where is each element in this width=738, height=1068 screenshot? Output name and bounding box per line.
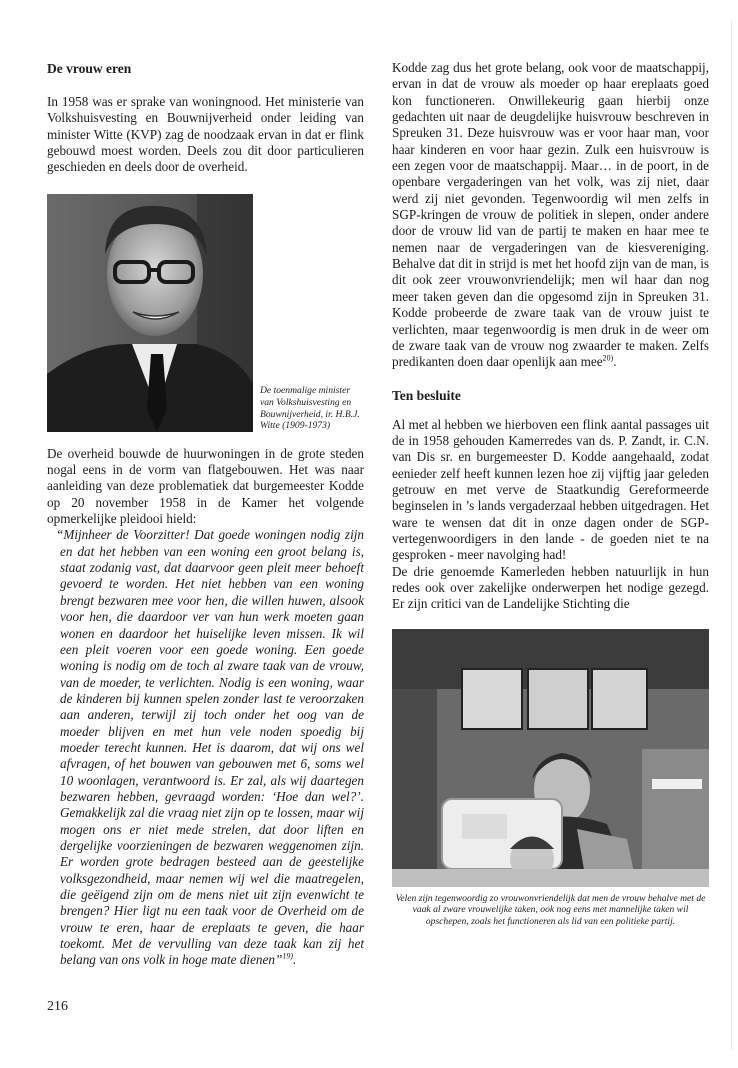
minister-photo-caption: De toenmalige minister van Volkshuisvesting en Bouwnijverheid, ir. H.B.J. Witte (1909-1973) — [260, 385, 360, 432]
footnote-marker-20: 20) — [602, 353, 614, 363]
left-column — [47, 60, 364, 969]
footnote-marker-19: 19) — [282, 951, 293, 961]
kodde-analysis-text: Kodde zag dus het grote belang, ook voor de maatschappij, ervan in dat de vrouw als moeder op haar ereplaats goed kon functioneren. Onwillekeurig gaan hierbij onze gedachten uit naar de deugdelijke huisvrouw beschreven in Spreuken 31. Deze huisvrouw was er voor haar man, voor haar kinderen en voor haar gezin. Zulk een huisvrouw is een zegen voor de maatschappij. Maar… in de poort, in de openbare vergaderingen van het volk, was zij niet, daar werd zij niet gevonden. Tegenwoordig wil men zelfs in SGP-kringen de vrouw de politiek in slepen, onder andere door de vrouw lid van de partij te maken en haar mee te nemen naar de vergaderingen van de kiesvereniging. Behalve dat dit in strijd is met het hoofd zijn van de man, is dit ook zeer vrouwonvriendelijk; men wil haar dan nog meer taken geven dan die opgesomd zijn in Spreuken 31. Kodde probeerde de zware taak van de vrouw juist te verlichten, maar tegenwoordig is men druk in de weer om de zware taak van de vrouw nog zwaarder te maken. Zelfs predikanten doen daar openlijk aan mee — [392, 60, 709, 370]
kodde-analysis-paragraph — [392, 60, 709, 371]
page-edge-line — [731, 20, 732, 1050]
body-paragraph: De overheid bouwde de huurwoningen in de grote steden nogal eens in de vorm van flatgebouwen. Het was naar aanleiding van deze problematiek dat burgemeester Kodde op 20 november 1958 in de Kamer het volgende opmerkelijke pleidooi hield: — [47, 445, 364, 527]
classroom-photo-caption: Velen zijn tegenwoordig zo vrouwonvriendelijk dat men de vrouw behalve met de vaak al zware vrouwelijke taken, ook nog eens met mannelijke taken wil opschepen, zoals het functioneren als lid van een politieke partij. — [395, 892, 706, 928]
intro-paragraph: In 1958 was er sprake van woningnood. Het ministerie van Volkshuisvesting en Bouwnijverheid onder leiding van minister Witte (KVP) zag de noodzaak ervan in dat er flink gebouwd moest worden. Deels zou dit door particulieren geschieden en deels door de overheid. — [47, 94, 364, 175]
section-heading-de-vrouw-eren: De vrouw eren — [47, 61, 132, 76]
minister-portrait-photo — [47, 194, 253, 432]
page-number: 216 — [47, 999, 68, 1014]
kodde-quote — [47, 527, 364, 968]
critics-paragraph: De drie genoemde Kamerleden hebben natuurlijk in hun redes ook over zakelijke onderwerpen het nodige gezegd. Er zijn critici van de Landelijke Stichting die — [392, 563, 709, 612]
minister-photo-figure — [47, 194, 364, 432]
kodde-analysis-end: . — [613, 354, 617, 370]
classroom-photo — [392, 629, 709, 887]
section-heading-ten-besluite: Ten besluite — [392, 387, 461, 403]
right-column — [392, 60, 709, 928]
kodde-quote-end: . — [292, 952, 297, 968]
conclusion-paragraph: Al met al hebben we hierboven een flink aantal passages uit de in 1958 gehouden Kamerredes van ds. P. Zandt, ir. C.N. van Dis sr. en burgemeester D. Kodde aangehaald, zodat eenieder zelf heeft kunnen lezen hoe zij vijftig jaar geleden getrouw en met verve de Staatkundig Gereformeerde beginselen in ’s lands vergaderzaal hebben uitgedragen. Het ware te wensen dat dit in onze dagen onder de SGP-vertegenwoordigers in den lande - de goeden niet te na gesproken - meer navolging had! — [392, 416, 709, 563]
kodde-quote-text: “Mijnheer de Voorzitter! Dat goede woningen nodig zijn en dat het hebben van een woning een groot belang is, staat zodanig vast, dat daarvoor geen pleit meer behoeft gevoerd te worden. Het niet hebben van een woning brengt bezwaren mee voor hen, die willen huwen, alsook voor hen, die daardoor ver van hun werk moeten gaan wonen en daardoor het huiselijke leven missen. Ik wil een pleit voeren voor een goede woning. Een goede woning is nodig om de toch al zware taak van de vrouw, van de moeder, te verlichten. Nodig is een woning, waar de kinderen bij kunnen spelen zonder last te veroorzaken aan anderen, terwijl zij toch onder het oog van de moeder blijven en met hun vele noden spoedig bij moeder terecht kunnen. Het is daarom, dat wij ons wel afvragen, of het bouwen van gebouwen met 6, soms wel 10 woonlagen, verantwoord is. Er zal, als wij daartegen bezwaren hebben, gevraagd worden: ‘Hoe dan wel?’. Gemakkelijk zal die vraag niet zijn op te lossen, maar wij mogen ons er niet mede strelen, dat door liften en dergelijke voorzieningen de bezwaren weggenomen zijn. Er worden grote bedragen besteed aan de geestelijke volksgezondheid, maar nemen wij wel die maatregelen, die geëigend zijn om de mens niet uit zijn evenwicht te brengen? Hier ligt nu een taak voor de Overheid om de vrouw te eren, haar de ereplaats te geven, die haar toekomt. Met de vervulling van deze taak kan zij het belang van ons volk in hoge mate dienen” — [56, 527, 364, 968]
